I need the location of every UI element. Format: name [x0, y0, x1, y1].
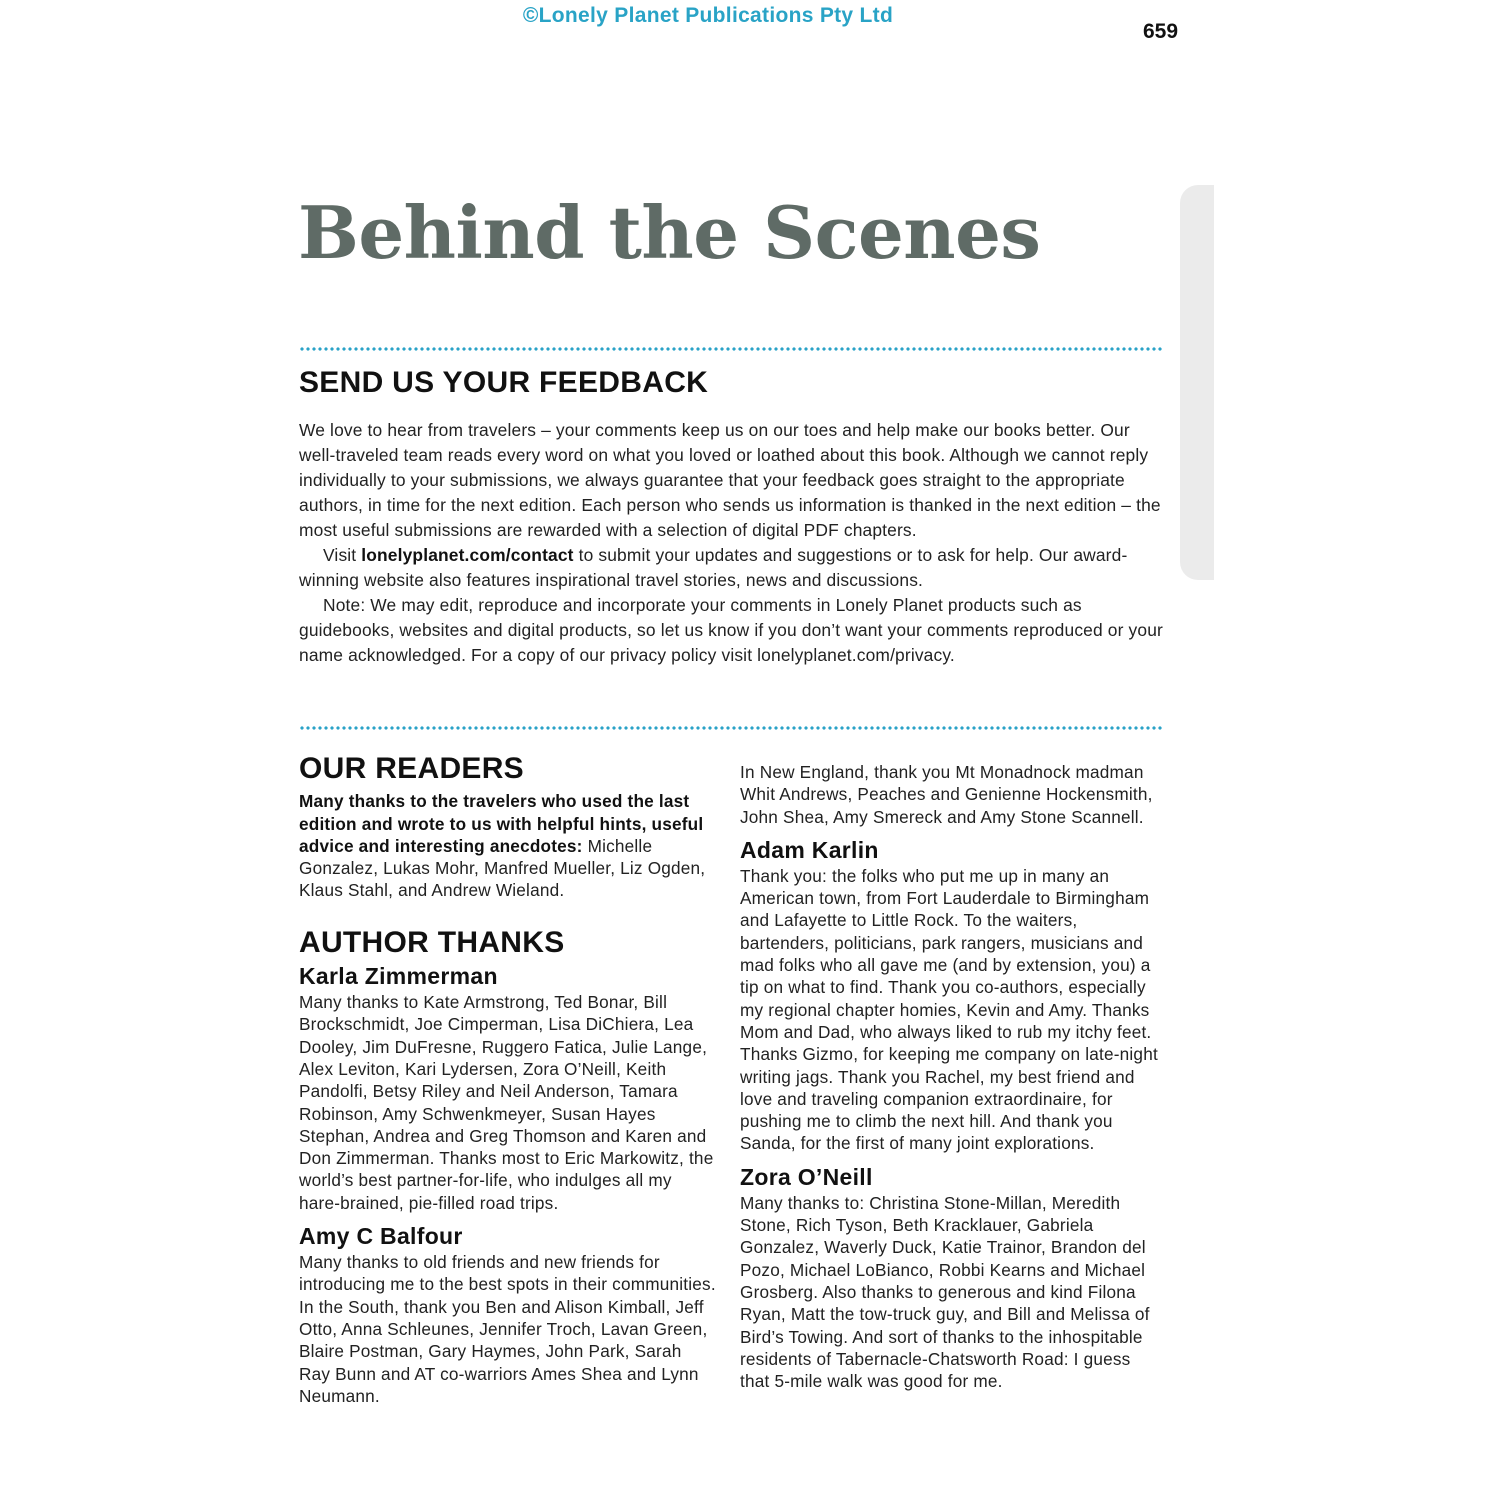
readers-heading: OUR READERS	[299, 752, 524, 785]
readers-paragraph	[299, 790, 717, 901]
author-name: Adam Karlin	[740, 836, 879, 863]
page-number: 659	[1143, 20, 1179, 43]
author-thanks-text: Many thanks to old friends and new friends for introducing me to the best spots in their communities. In the South, thank you Ben and Alison Kimball, Jeff Otto, Anna Schleunes, Jennifer Troch, Lavan Green, Blaire Postman, Gary Haymes, John Park, Sarah Ray Bunn and AT co-warriors Ames Shea and Lynn Neumann.	[299, 1252, 716, 1406]
feedback-paragraph-1: We love to hear from travelers – your comments keep us on our toes and help make our books better. Our well-traveled team reads every word on what you loved or loathed about this book. Although we cannot reply individually to your submissions, we always guarantee that your feedback goes straight to the appropriate authors, in time for the next edition. Each person who sends us information is thanked in the next edition – the most useful submissions are rewarded with a selection of digital PDF chapters.	[299, 420, 1161, 540]
chapter-side-tab	[1180, 185, 1214, 580]
author-thanks-text: Many thanks to Kate Armstrong, Ted Bonar, Bill Brockschmidt, Joe Cimperman, Lisa DiChiera, Lea Dooley, Jim DuFresne, Ruggero Fatica, Julie Lange, Alex Leviton, Kari Lydersen, Zora O’Neill, Keith Pandolfi, Betsy Riley and Neil Anderson, Tamara Robinson, Amy Schwenkmeyer, Susan Hayes Stephan, Andrea and Greg Thomson and Karen and Don Zimmerman. Thanks most to Eric Markowitz, the world’s best partner-for-life, who indulges all my hare-brained, pie-filled road trips.	[299, 992, 714, 1213]
dotted-divider-top	[299, 347, 1163, 351]
feedback-paragraph-2-rest: to submit your updates and suggestions or to ask for help. Our award-winning website also features inspirational travel stories, news and discussions.	[299, 545, 1128, 590]
readers-names: Michelle Gonzalez, Lukas Mohr, Manfred Mueller, Liz Ogden, Klaus Stahl, and Andrew Wieland.	[299, 835, 706, 901]
author-thanks-text: Many thanks to: Christina Stone-Millan, Meredith Stone, Rich Tyson, Beth Kracklauer, Gabriela Gonzalez, Waverly Duck, Katie Trainor, Brandon del Pozo, Michael LoBianco, Robbi Kearns and Michael Grosberg. Also thanks to generous and kind Filona Ryan, Matt the tow-truck guy, and Bill and Melissa of Bird’s Towing. And sort of thanks to the inhospitable residents of Tabernacle-Chatsworth Road: I guess that 5-mile walk was good for me.	[740, 1192, 1150, 1392]
contact-link[interactable]: lonelyplanet.com/contact	[361, 545, 574, 565]
feedback-paragraph-3: Note: We may edit, reproduce and incorporate your comments in Lonely Planet products such as guidebooks, websites and digital products, so let us know if you don’t want your comments reproduced or your name acknowledged. For a copy of our privacy policy visit lonelyplanet.com/privacy.	[299, 595, 1163, 665]
page-title: Behind the Scenes	[298, 190, 1041, 275]
copyright-notice: ©Lonely Planet Publications Pty Ltd	[522, 4, 894, 27]
author-name: Zora O’Neill	[740, 1163, 873, 1190]
author-thanks-section	[299, 925, 717, 1407]
left-column	[299, 752, 717, 1407]
author-name: Amy C Balfour	[299, 1223, 463, 1250]
feedback-paragraph-2	[299, 543, 1163, 593]
feedback-heading: SEND US YOUR FEEDBACK	[299, 366, 709, 399]
dotted-divider-bottom	[299, 726, 1163, 730]
feedback-section	[299, 418, 1163, 668]
author-name: Karla Zimmerman	[299, 963, 498, 990]
readers-lead: Many thanks to the travelers who used the last edition and wrote to us with helpful hints, useful advice and interesting anecdotes:	[299, 791, 704, 856]
author-thanks-text: Thank you: the folks who put me up in many an American town, from Fort Lauderdale to Birmingham and Lafayette to Little Rock. To the waiters, bartenders, politicians, park rangers, musicians and mad folks who all gave me (and by extension, you) a tip on what to find. Thank you co-authors, especially my regional chapter homies, Kevin and Amy. Thanks Mom and Dad, who always liked to rub my itchy feet. Thanks Gizmo, for keeping me company on late-night writing jags. Thank you Rachel, my best friend and love and traveling companion extraordinaire, for pushing me to climb the next hill. And thank you Sanda, for the first of many joint explorations.	[740, 865, 1158, 1154]
author-thanks-heading: AUTHOR THANKS	[299, 925, 565, 959]
right-column	[740, 761, 1158, 1392]
author-thanks-text-continued: In New England, thank you Mt Monadnock madman Whit Andrews, Peaches and Genienne Hockensmith, John Shea, Amy Smereck and Amy Stone Scannell.	[740, 762, 1153, 827]
feedback-visit-text: Visit	[323, 545, 362, 565]
